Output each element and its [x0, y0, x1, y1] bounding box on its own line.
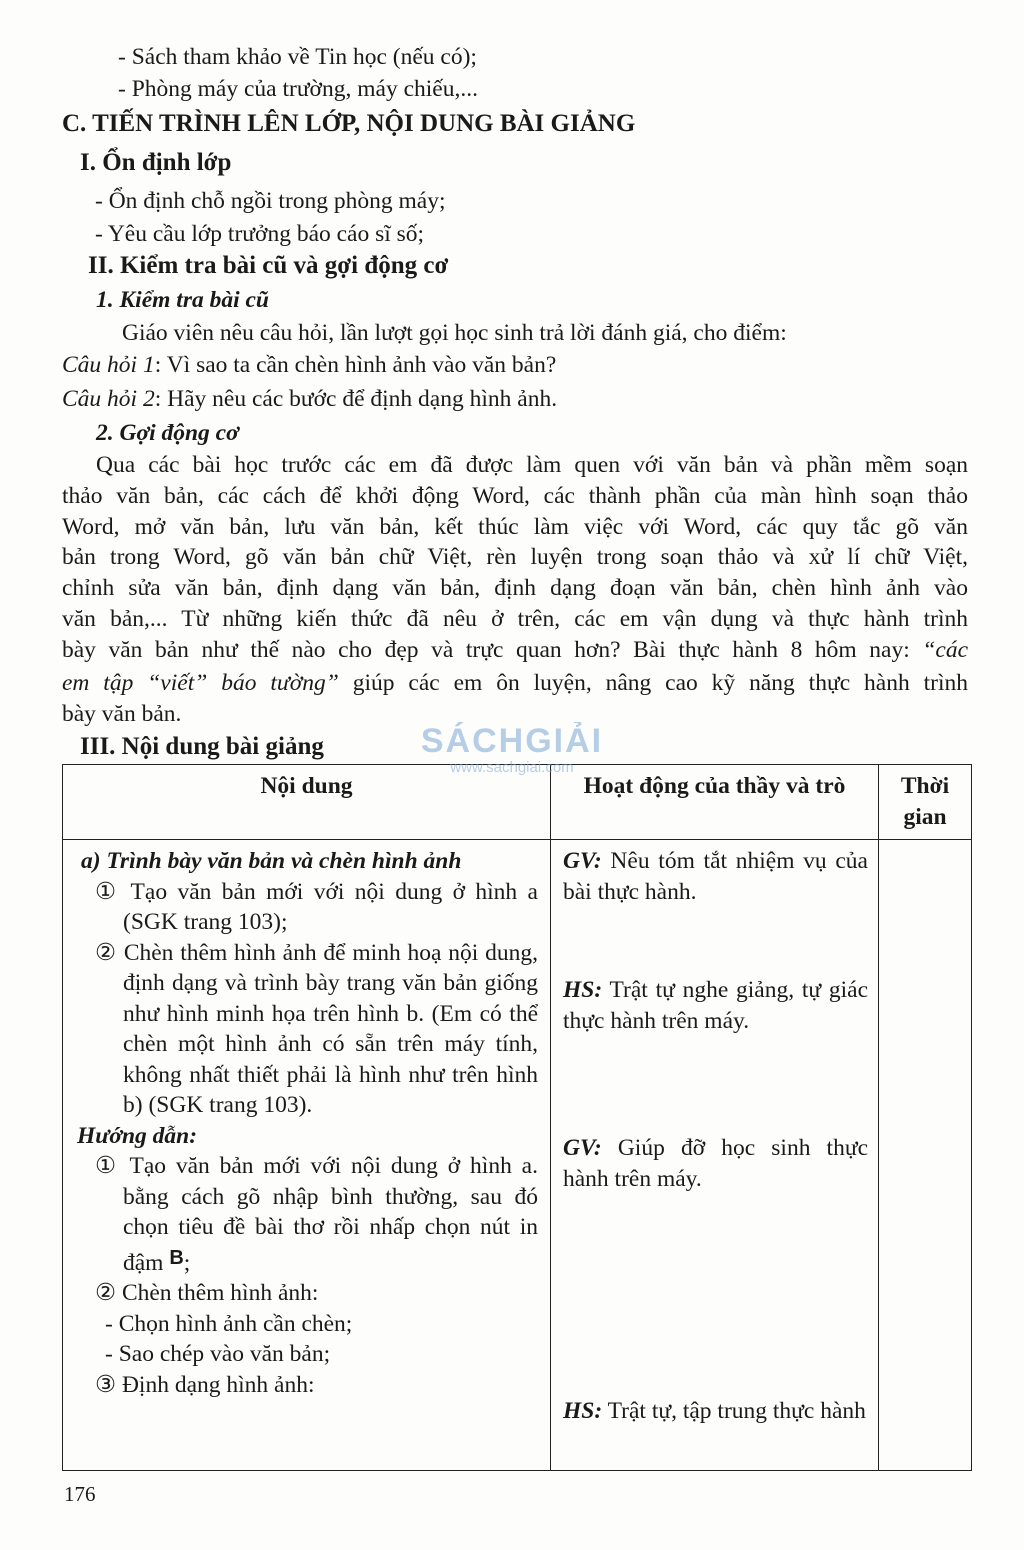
motivation-line-7-text: bày văn bản như thế nào cho đẹp và trực quan hơn? Bài thực hành 8 hôm nay: — [62, 637, 923, 663]
section-3-heading: III. Nội dung bài giảng — [80, 733, 324, 760]
page-number: 176 — [64, 1482, 96, 1506]
class-line-1: - Ổn định chỗ ngồi trong phòng máy; — [95, 188, 446, 214]
activity-4-role: HS: — [563, 1398, 603, 1424]
header-content: Nội dung — [63, 765, 551, 840]
activity-1-text: Nêu tóm tắt nhiệm vụ của bài thực hành. — [563, 848, 868, 905]
guide-item-1-text: ① Tạo văn bản mới với nội dung ở hình a. bằng cách gõ nhập bình thường, sau đó chọn tiêu đề bài thơ rồi nhấp chọn nút in đậm — [95, 1153, 538, 1276]
guide-item-2: ② Chèn thêm hình ảnh: — [95, 1280, 319, 1306]
motivation-line-8-text: giúp các em ôn luyện, nâng cao kỹ năng thực hành trình — [338, 670, 968, 696]
section-2-heading: II. Kiểm tra bài cũ và gợi động cơ — [88, 252, 449, 279]
motivation-line-4: bản trong Word, gõ văn bản chữ Việt, rèn luyện trong soạn thảo và xử lí chữ Việt, — [62, 544, 968, 570]
motivation-line-8 — [62, 668, 968, 698]
activity-4-text: Trật tự, tập trung thực hành — [602, 1398, 866, 1424]
activity-3 — [563, 1133, 868, 1194]
question-2-text: : Hãy nêu các bước để định dạng hình ảnh. — [154, 386, 558, 412]
section-c-heading: C. TIẾN TRÌNH LÊN LỚP, NỘI DUNG BÀI GIẢNG — [62, 110, 636, 137]
question-2-label: Câu hỏi 2 — [62, 386, 155, 412]
watermark-name: SÁCHGIẢI — [420, 722, 604, 760]
content-title: a) Trình bày văn bản và chèn hình ảnh — [81, 848, 462, 874]
activity-1 — [563, 846, 868, 907]
guide-item-1-end: ; — [183, 1249, 191, 1276]
header-time: Thời gian — [879, 765, 972, 840]
table-header-row — [63, 765, 972, 840]
material-line-1: - Sách tham khảo về Tin học (nếu có); — [118, 44, 477, 70]
motivation-line-7 — [62, 635, 968, 665]
class-line-2: - Yêu cầu lớp trưởng báo cáo sĩ số; — [95, 221, 425, 247]
question-1 — [62, 350, 556, 380]
bold-button-icon: B — [169, 1246, 184, 1269]
content-cell — [63, 840, 551, 1471]
check-intro: Giáo viên nêu câu hỏi, lần lượt gọi học sinh trả lời đánh giá, cho điểm: — [122, 320, 787, 346]
guide-item-2a: - Chọn hình ảnh cần chèn; — [105, 1310, 353, 1337]
activity-1-role: GV: — [563, 848, 602, 874]
activity-4 — [563, 1396, 868, 1427]
activity-2-role: HS: — [563, 977, 603, 1003]
guide-label: Hướng dẫn: — [77, 1122, 198, 1149]
activity-3-role: GV: — [563, 1135, 602, 1161]
motivation-line-8-quote: em tập “viết” báo tường” — [62, 670, 339, 696]
material-line-2: - Phòng máy của trường, máy chiếu,... — [118, 76, 478, 102]
motivation-line-3: Word, mở văn bản, lưu văn bản, kết thúc làm việc với Word, các quy tắc gõ văn — [62, 514, 968, 540]
question-1-label: Câu hỏi 1 — [62, 352, 155, 378]
section-1-heading: I. Ổn định lớp — [80, 149, 232, 176]
header-activity: Hoạt động của thầy và trò — [551, 765, 879, 840]
motivation-line-1: Qua các bài học trước các em đã được làm quen với văn bản và phần mềm soạn — [96, 452, 968, 478]
time-cell — [879, 840, 972, 1471]
motivation-line-5: chỉnh sửa văn bản, định dạng văn bản, định dạng đoạn văn bản, chèn hình ảnh vào — [62, 575, 968, 601]
content-item-2: ② Chèn thêm hình ảnh để minh hoạ nội dung, định dạng và trình bày trang văn bản giống như hình minh họa trên hình b. (Em có thể chèn một hình ảnh có sẵn trên máy tính, không nhất thiết phải là hình như trên hình b) (SGK trang 103). — [95, 939, 538, 1118]
guide-item-1 — [77, 1151, 538, 1278]
motivation-line-7-quote: “các — [922, 637, 968, 663]
motivation-line-6: văn bản,... Từ những kiến thức đã nêu ở trên, các em vận dụng và thực hành trình — [62, 606, 968, 632]
activity-2-text: Trật tự nghe giảng, tự giác thực hành trên máy. — [563, 977, 868, 1034]
guide-item-2b: - Sao chép vào văn bản; — [105, 1341, 331, 1367]
question-1-text: : Vì sao ta cần chèn hình ảnh vào văn bản? — [154, 352, 557, 378]
motivation-line-9: bày văn bản. — [62, 701, 182, 727]
watermark-url: www.sachgiai.com — [450, 759, 574, 776]
motivation-line-2: thảo văn bản, các cách để khởi động Word, các thành phần của màn hình soạn thảo — [62, 483, 968, 509]
activity-2 — [563, 975, 868, 1036]
activity-3-text: Giúp đỡ học sinh thực hành trên máy. — [563, 1135, 868, 1192]
guide-item-3: ③ Định dạng hình ảnh: — [95, 1371, 315, 1398]
content-item-1: ① Tạo văn bản mới với nội dung ở hình a (SGK trang 103); — [95, 878, 538, 935]
activity-cell — [551, 840, 879, 1471]
lesson-table — [62, 764, 972, 1471]
subsection-2-1-heading: 1. Kiểm tra bài cũ — [96, 287, 269, 313]
table-body-row — [63, 840, 972, 1471]
question-2 — [62, 384, 557, 414]
subsection-2-2-heading: 2. Gợi động cơ — [96, 420, 239, 446]
